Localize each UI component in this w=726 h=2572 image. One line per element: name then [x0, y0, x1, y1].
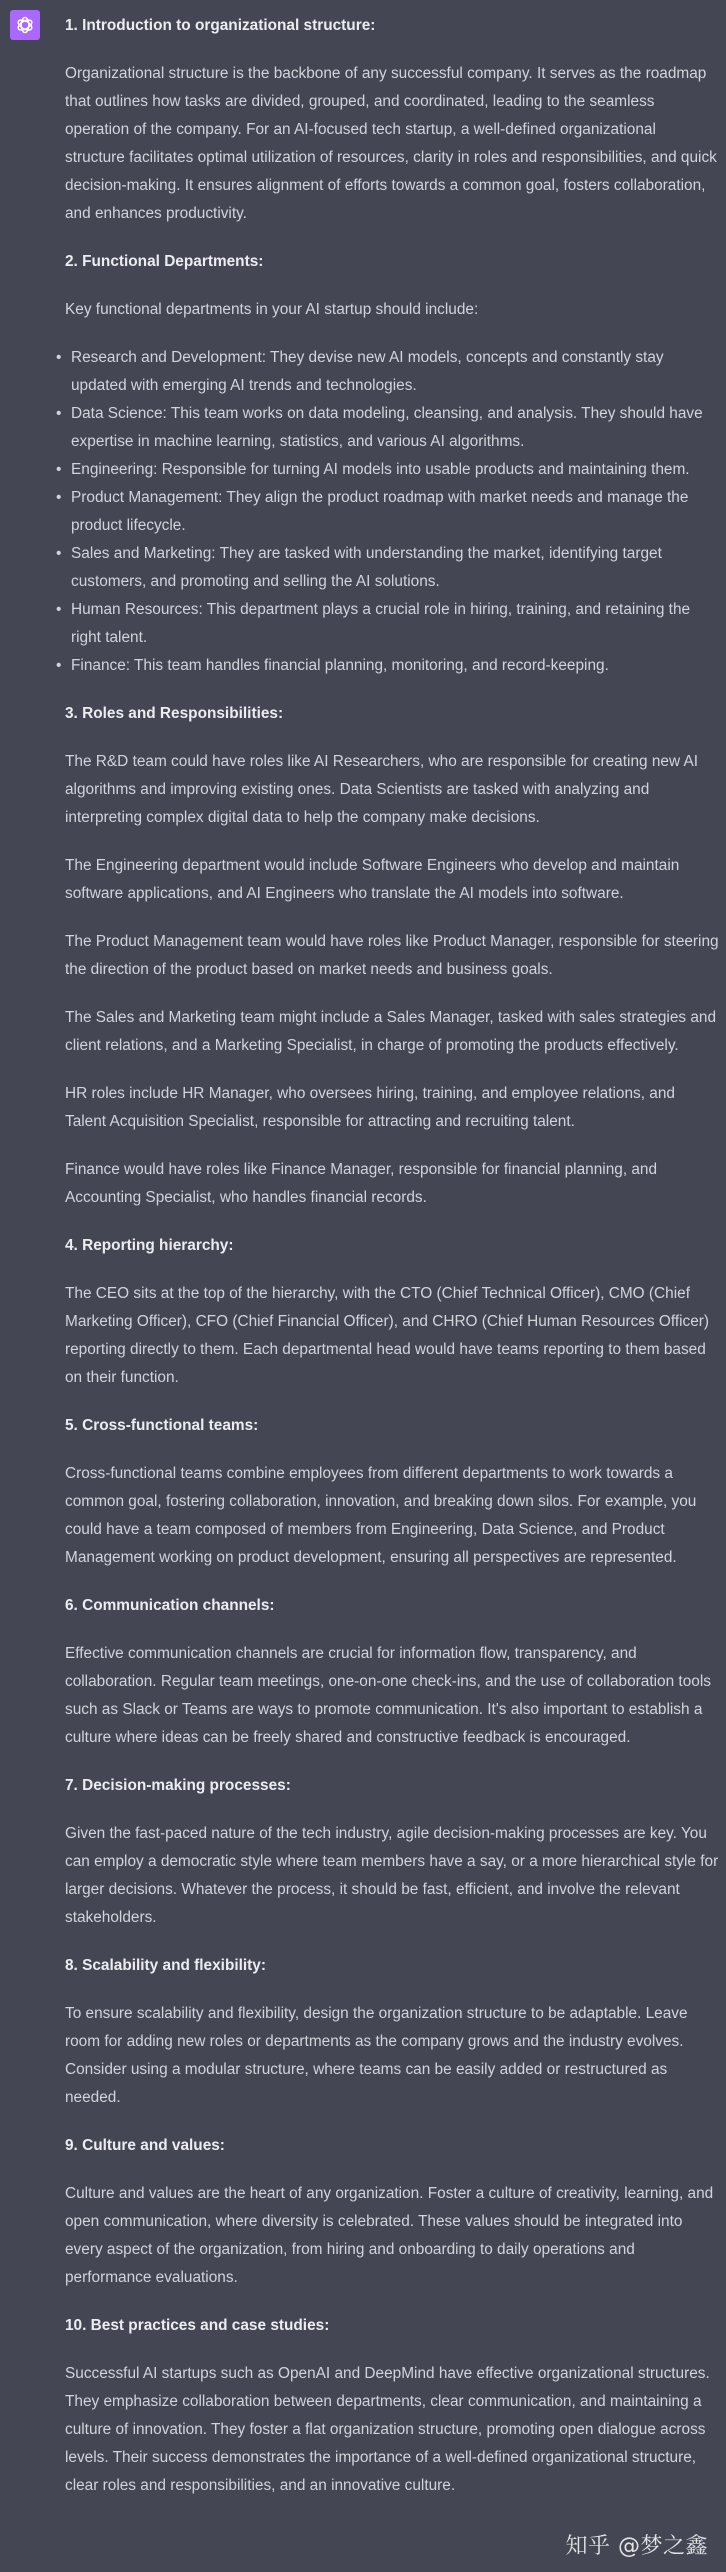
list-item: • Sales and Marketing: They are tasked with understanding the market, identifying target customers, and promoting and selling the AI solutions. — [65, 540, 720, 596]
list-item: • Engineering: Responsible for turning AI models into usable products and maintaining them. — [65, 456, 720, 484]
list-item: • Human Resources: This department plays a crucial role in hiring, training, and retaining the right talent. — [65, 596, 720, 652]
section-heading-roles: 3. Roles and Responsibilities: — [65, 705, 284, 722]
paragraph: Culture and values are the heart of any organization. Foster a culture of creativity, learning, and open communication, where diversity is celebrated. These values should be integrated into every aspect of the organization, from hiring and onboarding to daily operations and performance evaluations. — [65, 2185, 714, 2286]
department-list — [65, 344, 720, 680]
paragraph: Organizational structure is the backbone of any successful company. It serves as the roadmap that outlines how tasks are divided, grouped, and coordinated, leading to the seamless operation of the company. For an AI-focused tech startup, a well-defined organizational structure facilitates optimal utilization of resources, clarity in roles and responsibilities, and quick decision-making. It ensures alignment of efforts towards a common goal, fosters collaboration, and enhances productivity. — [65, 65, 717, 222]
list-item: • Data Science: This team works on data modeling, cleansing, and analysis. They should have expertise in machine learning, statistics, and various AI algorithms. — [65, 400, 720, 456]
list-item: • Finance: This team handles financial planning, monitoring, and record-keeping. — [65, 652, 720, 680]
section-heading-decision-making: 7. Decision-making processes: — [65, 1777, 291, 1794]
section-heading-communication-channels: 6. Communication channels: — [65, 1597, 275, 1614]
paragraph: Finance would have roles like Finance Manager, responsible for financial planning, and Accounting Specialist, who handles financial records. — [65, 1161, 658, 1206]
list-item: • Research and Development: They devise new AI models, concepts and constantly stay updated with emerging AI trends and technologies. — [65, 344, 720, 400]
paragraph: Cross-functional teams combine employees from different departments to work towards a common goal, fostering collaboration, innovation, and breaking down silos. For example, you could have a team composed of members from Engineering, Data Science, and Product Management working on product development, ensuring all perspectives are represented. — [65, 1465, 697, 1566]
section-heading-best-practices: 10. Best practices and case studies: — [65, 2317, 330, 2334]
section-heading-culture: 9. Culture and values: — [65, 2137, 225, 2154]
paragraph: To ensure scalability and flexibility, design the organization structure to be adaptable. Leave room for adding new roles or departments as the company grows and the industry evolves. Consider using a modular structure, where teams can be easily added or restructured as needed. — [65, 2005, 688, 2106]
paragraph: The CEO sits at the top of the hierarchy, with the CTO (Chief Technical Officer), CMO (Chief Marketing Officer), CFO (Chief Financial Officer), and CHRO (Chief Human Resources Officer) reporting directly to them. Each departmental head would have teams reporting to them based on their function. — [65, 1285, 710, 1386]
watermark: 知乎 @梦之鑫 — [565, 2534, 708, 2559]
openai-logo-icon — [14, 14, 36, 36]
paragraph: Successful AI startups such as OpenAI and DeepMind have effective organizational structures. They emphasize collaboration between departments, clear communication, and maintaining a culture of innovation. They foster a flat organization structure, promoting open dialogue across levels. Their success demonstrates the importance of a well-defined organizational structure, clear roles and responsibilities, and an innovative culture. — [65, 2365, 710, 2494]
paragraph: Given the fast-paced nature of the tech industry, agile decision-making processes are key. You can employ a democratic style where team members have a say, or a more hierarchical style for larger decisions. Whatever the process, it should be fast, efficient, and involve the relevant stakeholders. — [65, 1825, 719, 1926]
section-heading-functional-departments: 2. Functional Departments: — [65, 253, 264, 270]
paragraph: The Product Management team would have roles like Product Manager, responsible for steering the direction of the product based on market needs and business goals. — [65, 933, 719, 978]
section-heading-introduction: 1. Introduction to organizational structure: — [65, 17, 376, 34]
paragraph: The Engineering department would include Software Engineers who develop and maintain software applications, and AI Engineers who translate the AI models into software. — [65, 857, 680, 902]
paragraph: Effective communication channels are crucial for information flow, transparency, and collaboration. Regular team meetings, one-on-one check-ins, and the use of collaboration tools such as Slack or Teams are ways to promote communication. It's also important to establish a culture where ideas can be freely shared and constructive feedback is encouraged. — [65, 1645, 711, 1746]
list-item: • Product Management: They align the product roadmap with market needs and manage the product lifecycle. — [65, 484, 720, 540]
assistant-message — [65, 12, 720, 2520]
paragraph: The R&D team could have roles like AI Researchers, who are responsible for creating new AI algorithms and improving existing ones. Data Scientists are tasked with analyzing and interpreting complex digital data to help the company make decisions. — [65, 753, 699, 826]
paragraph: Key functional departments in your AI startup should include: — [65, 301, 479, 318]
section-heading-reporting-hierarchy: 4. Reporting hierarchy: — [65, 1237, 234, 1254]
section-heading-cross-functional-teams: 5. Cross-functional teams: — [65, 1417, 259, 1434]
paragraph: The Sales and Marketing team might include a Sales Manager, tasked with sales strategies and client relations, and a Marketing Specialist, in charge of promoting the products effectively. — [65, 1009, 717, 1054]
assistant-avatar — [10, 10, 40, 40]
paragraph: HR roles include HR Manager, who oversees hiring, training, and employee relations, and Talent Acquisition Specialist, responsible for attracting and recruiting talent. — [65, 1085, 675, 1130]
section-heading-scalability: 8. Scalability and flexibility: — [65, 1957, 266, 1974]
